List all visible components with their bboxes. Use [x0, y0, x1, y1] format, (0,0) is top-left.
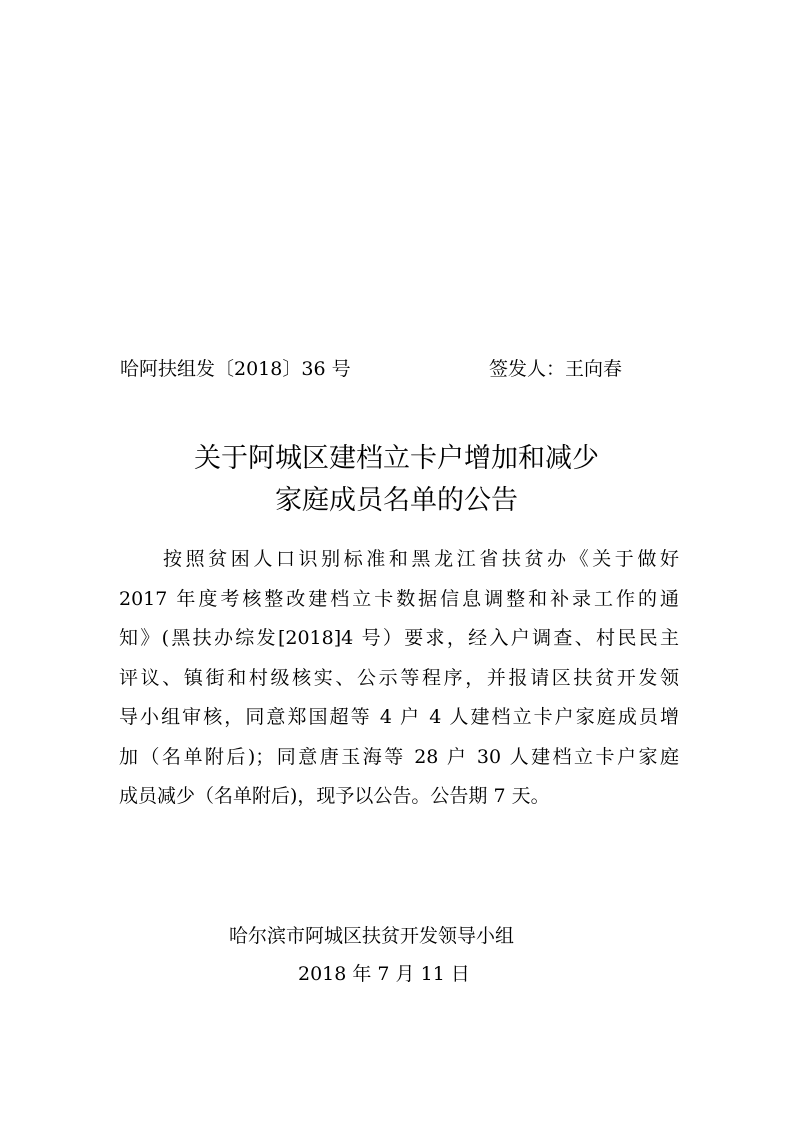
- body-line: 评议、镇街和村级核实、公示等程序，并报请区扶贫开发领: [119, 666, 679, 689]
- body-line: 2017 年度考核整改建档立卡数据信息调整和补录工作的通: [119, 587, 679, 610]
- body-line: 知》(黑扶办综发[2018]4 号）要求，经入户调查、村民民主: [119, 627, 679, 649]
- document-title: [0, 438, 793, 522]
- document-header: [120, 354, 640, 384]
- issuing-organization: 哈尔滨市阿城区扶贫开发领导小组: [229, 925, 515, 947]
- body-line: 成员减少（名单附后)，现予以公告。公告期 7 天。: [119, 785, 550, 807]
- announcement-body: [119, 540, 679, 817]
- document-number: 哈阿扶组发〔2018〕36 号: [120, 358, 351, 380]
- signer: 签发人：王向春: [489, 358, 623, 380]
- issue-date: 2018 年 7 月 11 日: [298, 963, 470, 985]
- title-line-1: 关于阿城区建档立卡户增加和减少: [194, 443, 599, 474]
- title-line-2: 家庭成员名单的公告: [275, 485, 518, 516]
- body-line: 按照贫困人口识别标准和黑龙江省扶贫办《关于做好: [163, 548, 679, 570]
- body-line: 导小组审核，同意郑国超等 4 户 4 人建档立卡户家庭成员增: [119, 706, 679, 728]
- body-line: 加（名单附后)；同意唐玉海等 28 户 30 人建档立卡户家庭: [119, 745, 679, 768]
